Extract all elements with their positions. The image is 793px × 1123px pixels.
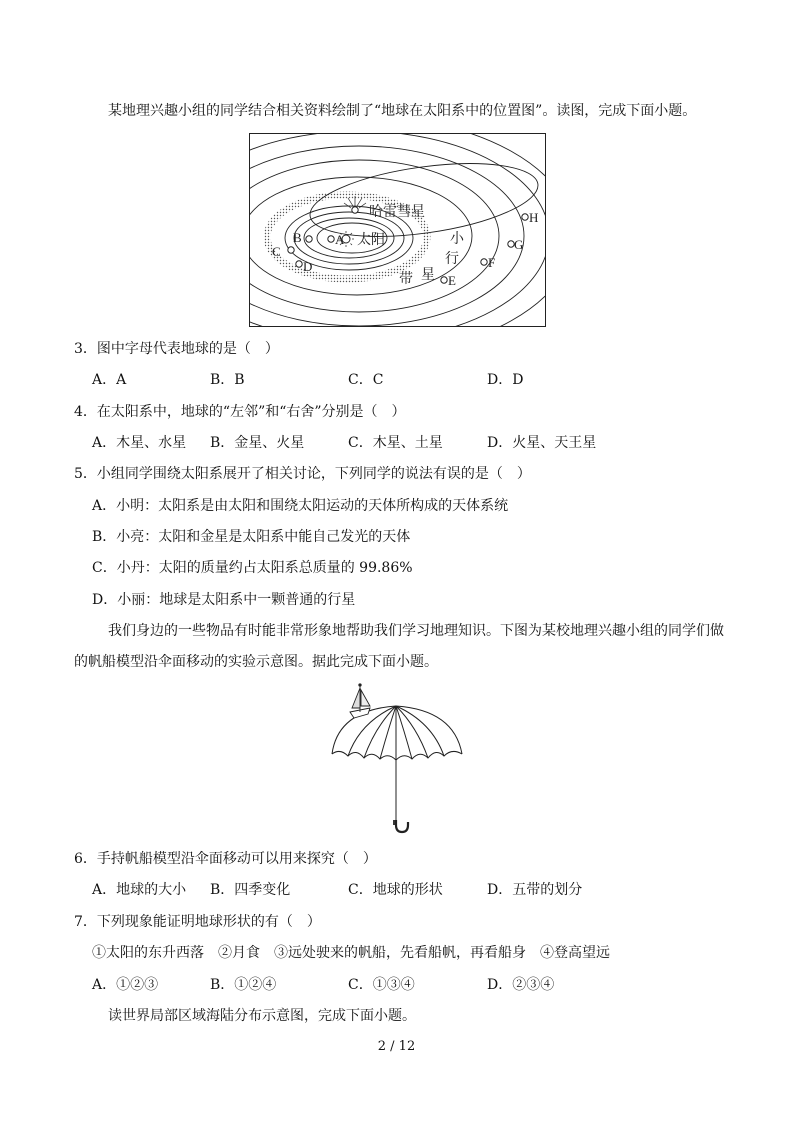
planet-a [328,236,334,242]
label-f: F [488,255,496,270]
intro-paragraph-2-line-2: 的帆船模型沿伞面移动的实验示意图。据此完成下面小题。 [74,654,438,670]
comet-label: 哈雷彗星 [369,205,425,220]
q4-option-a[interactable]: A．木星、水星 [92,435,187,451]
sun-label: 太阳 [357,233,385,248]
planet-c [288,247,294,253]
q4-option-d[interactable]: D．火星、天王星 [487,435,597,451]
intro-paragraph-3: 读世界局部区域海陆分布示意图，完成下面小题。 [108,1008,416,1024]
q7-option-b[interactable]: B．①②④ [210,977,277,993]
q5-option-c[interactable]: C．小丹：太阳的质量约占太阳系总质量的 99.86% [92,560,413,576]
q5-option-b[interactable]: B．小亮：太阳和金星是太阳系中能自己发光的天体 [92,529,411,545]
intro-paragraph-1: 某地理兴趣小组的同学结合相关资料绘制了“地球在太阳系中的位置图”。读图，完成下面小题。 [108,103,697,119]
planet-e [441,277,447,283]
q7-option-a[interactable]: A．①②③ [92,977,159,993]
umbrella-handle [396,820,408,832]
label-g: G [514,237,524,252]
belt-char-4: 星 [421,268,435,283]
q7-option-c[interactable]: C．①③④ [348,977,415,993]
label-h: H [529,210,539,225]
planet-b [306,236,312,242]
sailboat-icon [350,684,370,718]
q4-option-c[interactable]: C．木星、土星 [348,435,443,451]
label-b: B [293,230,302,245]
q6-option-d[interactable]: D．五带的划分 [487,882,583,898]
belt-char-2: 行 [445,252,459,267]
umbrella-sailboat-figure [330,682,465,837]
q5-option-a[interactable]: A．小明：太阳系是由太阳和围绕太阳运动的天体所构成的天体系统 [92,498,509,514]
label-a: A [335,232,345,247]
umbrella-rib [396,706,428,758]
q4-option-b[interactable]: B．金星、火星 [210,435,305,451]
umbrella-rib [364,706,396,758]
q6-option-a[interactable]: A．地球的大小 [92,882,187,898]
q5-option-d[interactable]: D．小丽：地球是太阳系中一颗普通的行星 [92,592,356,608]
solar-system-figure [249,133,546,327]
umbrella-rib [380,706,396,759]
q6-option-c[interactable]: C．地球的形状 [348,882,443,898]
intro-paragraph-2-line-1: 我们身边的一些物品有时能非常形象地帮助我们学习地理知识。下图为某校地理兴趣小组的同学们做 [108,623,724,639]
q7-items: ①太阳的东升西落 ②月食 ③远处驶来的帆船，先看船帆，再看船身 ④登高望远 [92,945,610,961]
q3-option-d[interactable]: D．D [487,372,524,388]
question-5: 5．小组同学围绕太阳系展开了相关讨论，下列同学的说法有误的是（ ） [74,466,531,482]
label-d: D [303,259,313,274]
planet-f [481,259,487,265]
q3-option-a[interactable]: A．A [92,372,127,388]
q3-option-b[interactable]: B．B [210,372,245,388]
halley-comet [352,207,358,213]
question-6: 6．手持帆船模型沿伞面移动可以用来探究（ ） [74,851,377,867]
question-4: 4．在太阳系中，地球的“左邻”和“右舍”分别是（ ） [74,404,406,420]
q7-option-d[interactable]: D．②③④ [487,977,555,993]
question-3: 3．图中字母代表地球的是（ ） [74,341,279,357]
question-7: 7．下列现象能证明地球形状的有（ ） [74,914,321,930]
planet-h [522,214,528,220]
q6-option-b[interactable]: B．四季变化 [210,882,291,898]
belt-char-1: 小 [450,232,464,247]
q3-option-c[interactable]: C．C [348,372,384,388]
umbrella-rib [396,706,412,759]
label-c: C [272,244,281,259]
planet-d [296,261,302,267]
belt-char-3: 带 [399,272,413,287]
label-e: E [448,273,456,288]
page-number: 2 / 12 [377,1039,416,1054]
